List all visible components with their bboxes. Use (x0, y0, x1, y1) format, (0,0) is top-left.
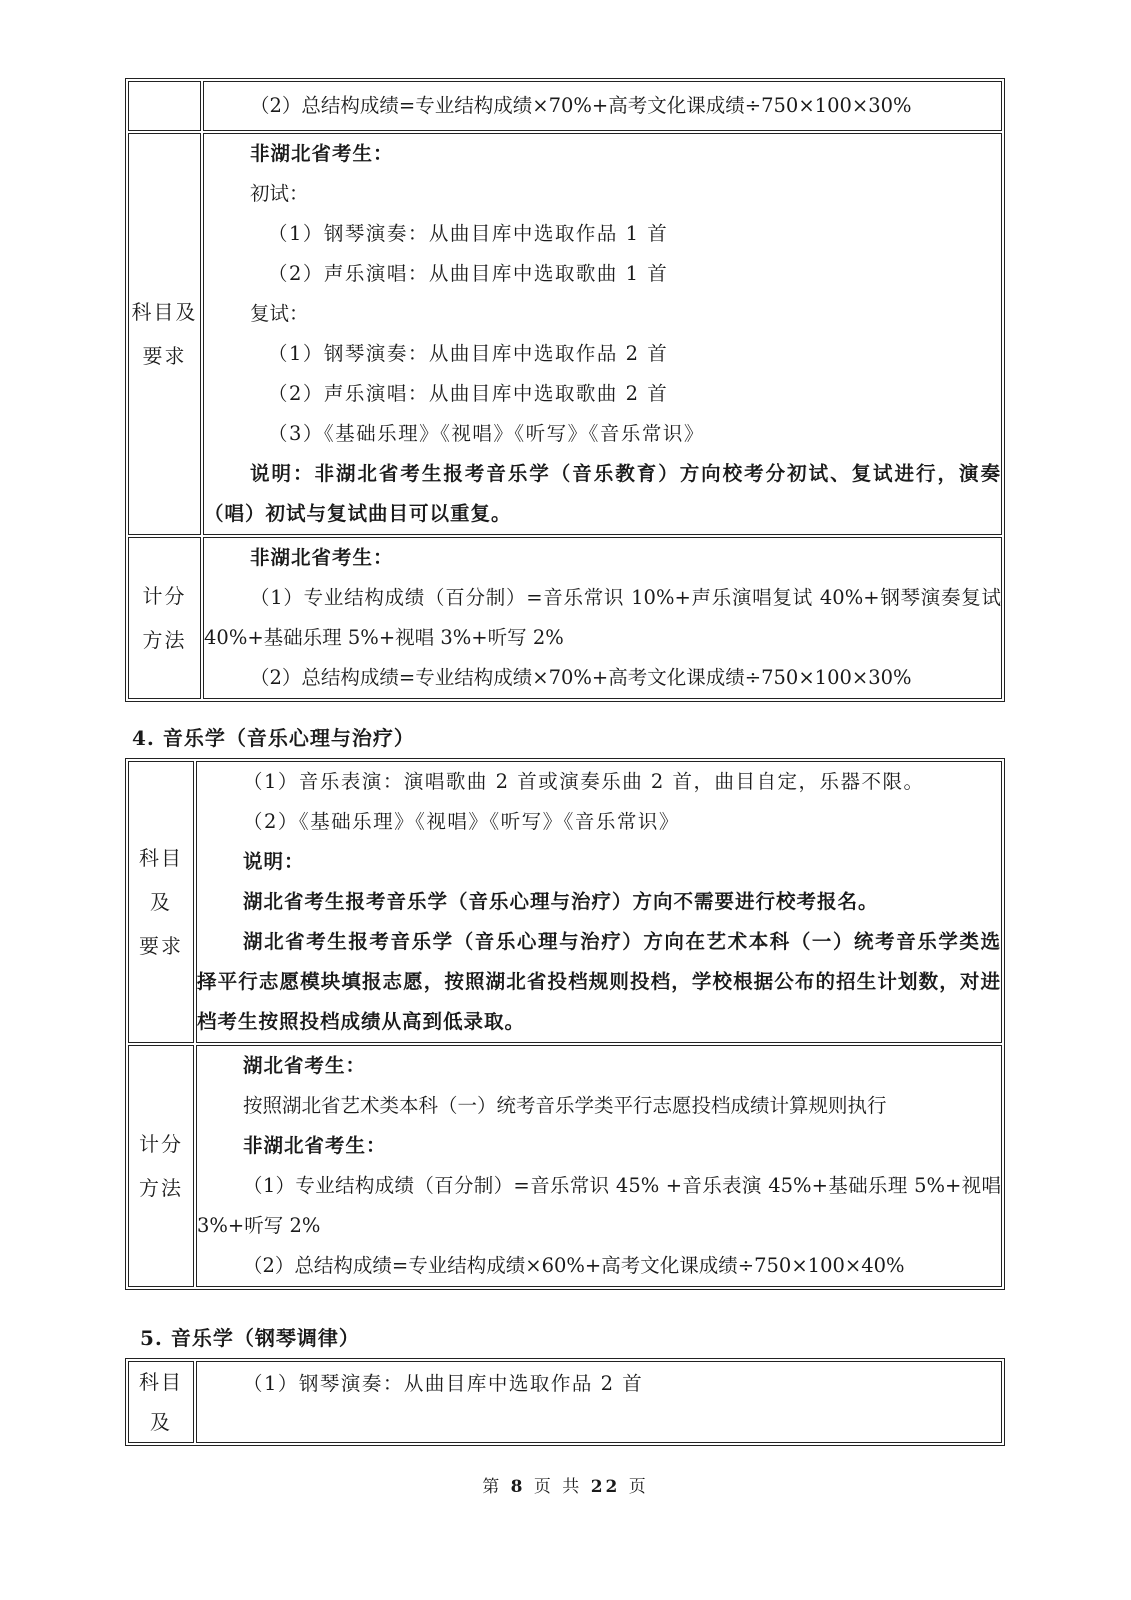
page-total: 22 (590, 1477, 621, 1497)
label-line: 计分 (139, 1132, 183, 1156)
label-line: 方法 (142, 628, 187, 652)
row-content (196, 1361, 1002, 1443)
subheading: 非湖北省考生： (250, 142, 394, 165)
table-row (128, 537, 1002, 699)
row-label-scoring (128, 537, 201, 699)
list-item: （1）钢琴演奏：从曲目库中选取作品 2 首 (268, 342, 669, 365)
row-label-scoring (128, 1045, 194, 1287)
section-4-heading: 4. 音乐学（音乐心理与治疗） (132, 726, 415, 750)
list-item: （1）钢琴演奏：从曲目库中选取作品 1 首 (268, 222, 669, 245)
footer-suffix: 页 (628, 1477, 649, 1497)
major-score-formula: （1）专业结构成绩（百分制）=音乐常识 10%+声乐演唱复试 40%+钢琴演奏复试 40%+基础乐理 5%+视唱 3%+听写 2% (204, 586, 1001, 649)
rule-line: 按照湖北省艺术类本科（一）统考音乐学类平行志愿投档成绩计算规则执行 (243, 1094, 887, 1117)
list-item: （2）《基础乐理》《视唱》《听写》《音乐常识》 (243, 810, 680, 833)
footer-prefix: 第 (482, 1477, 503, 1497)
total-score-formula: （2）总结构成绩=专业结构成绩×70%+高考文化课成绩÷750×100×30% (250, 666, 912, 689)
table-row (128, 1361, 1002, 1443)
page-number: 8 (510, 1477, 526, 1497)
table-piano-tuning (125, 1358, 1005, 1446)
table-row (128, 133, 1002, 535)
label-line: 要求 (142, 344, 187, 368)
label-line: 要求 (139, 934, 183, 958)
note: 湖北省考生报考音乐学（音乐心理与治疗）方向在艺术本科（一）统考音乐学类选择平行志愿模块填报志愿，按照湖北省投档规则投档，学校根据公布的招生计划数，对进档考生按照投档成绩从高到低录取。 (197, 930, 1001, 1033)
note: 湖北省考生报考音乐学（音乐心理与治疗）方向不需要进行校考报名。 (243, 890, 879, 913)
subheading: 非湖北省考生： (250, 546, 394, 569)
list-item: （3）《基础乐理》《视唱》《听写》《音乐常识》 (268, 422, 705, 445)
label-line: 科目及 (139, 846, 183, 914)
label-line: 计分 (142, 584, 187, 608)
total-score-formula: （2）总结构成绩=专业结构成绩×70%+高考文化课成绩÷750×100×30% (250, 94, 912, 117)
row-content (203, 81, 1002, 131)
row-content (203, 537, 1002, 699)
major-score-formula: （1）专业结构成绩（百分制）=音乐常识 45% +音乐表演 45%+基础乐理 5%+视唱 3%+听写 2% (197, 1174, 1001, 1237)
note: 说明：非湖北省考生报考音乐学（音乐教育）方向校考分初试、复试进行，演奏（唱）初试与复试曲目可以重复。 (204, 462, 1001, 525)
row-label-empty (128, 81, 201, 131)
table-row (128, 81, 1002, 131)
footer-middle: 页 共 (533, 1477, 583, 1497)
table-music-education (125, 78, 1005, 702)
subheading: 湖北省考生： (243, 1054, 367, 1077)
row-content (196, 1045, 1002, 1287)
subheading: 非湖北省考生： (243, 1134, 387, 1157)
total-score-formula: （2）总结构成绩=专业结构成绩×60%+高考文化课成绩÷750×100×40% (243, 1254, 905, 1277)
list-item: （1）音乐表演：演唱歌曲 2 首或演奏乐曲 2 首，曲目自定，乐器不限。 (243, 770, 925, 793)
table-row (128, 1045, 1002, 1287)
retest-title: 复试： (250, 302, 309, 325)
row-content (196, 761, 1002, 1043)
row-label-subjects: 科目及 (128, 1361, 194, 1443)
table-row (128, 761, 1002, 1043)
prelim-title: 初试： (250, 182, 309, 205)
row-label-subjects (128, 761, 194, 1043)
row-label-subjects (128, 133, 201, 535)
label-line: 科目及 (131, 300, 198, 324)
row-content (203, 133, 1002, 535)
table-music-therapy (125, 758, 1005, 1290)
label-line: 方法 (139, 1176, 183, 1200)
list-item: （2）声乐演唱：从曲目库中选取歌曲 1 首 (268, 262, 669, 285)
note-title: 说明： (243, 850, 305, 873)
section-5-heading: 5. 音乐学（钢琴调律） (140, 1326, 360, 1350)
page-footer (0, 1472, 1131, 1497)
list-item: （1）钢琴演奏：从曲目库中选取作品 2 首 (243, 1372, 644, 1395)
list-item: （2）声乐演唱：从曲目库中选取歌曲 2 首 (268, 382, 669, 405)
